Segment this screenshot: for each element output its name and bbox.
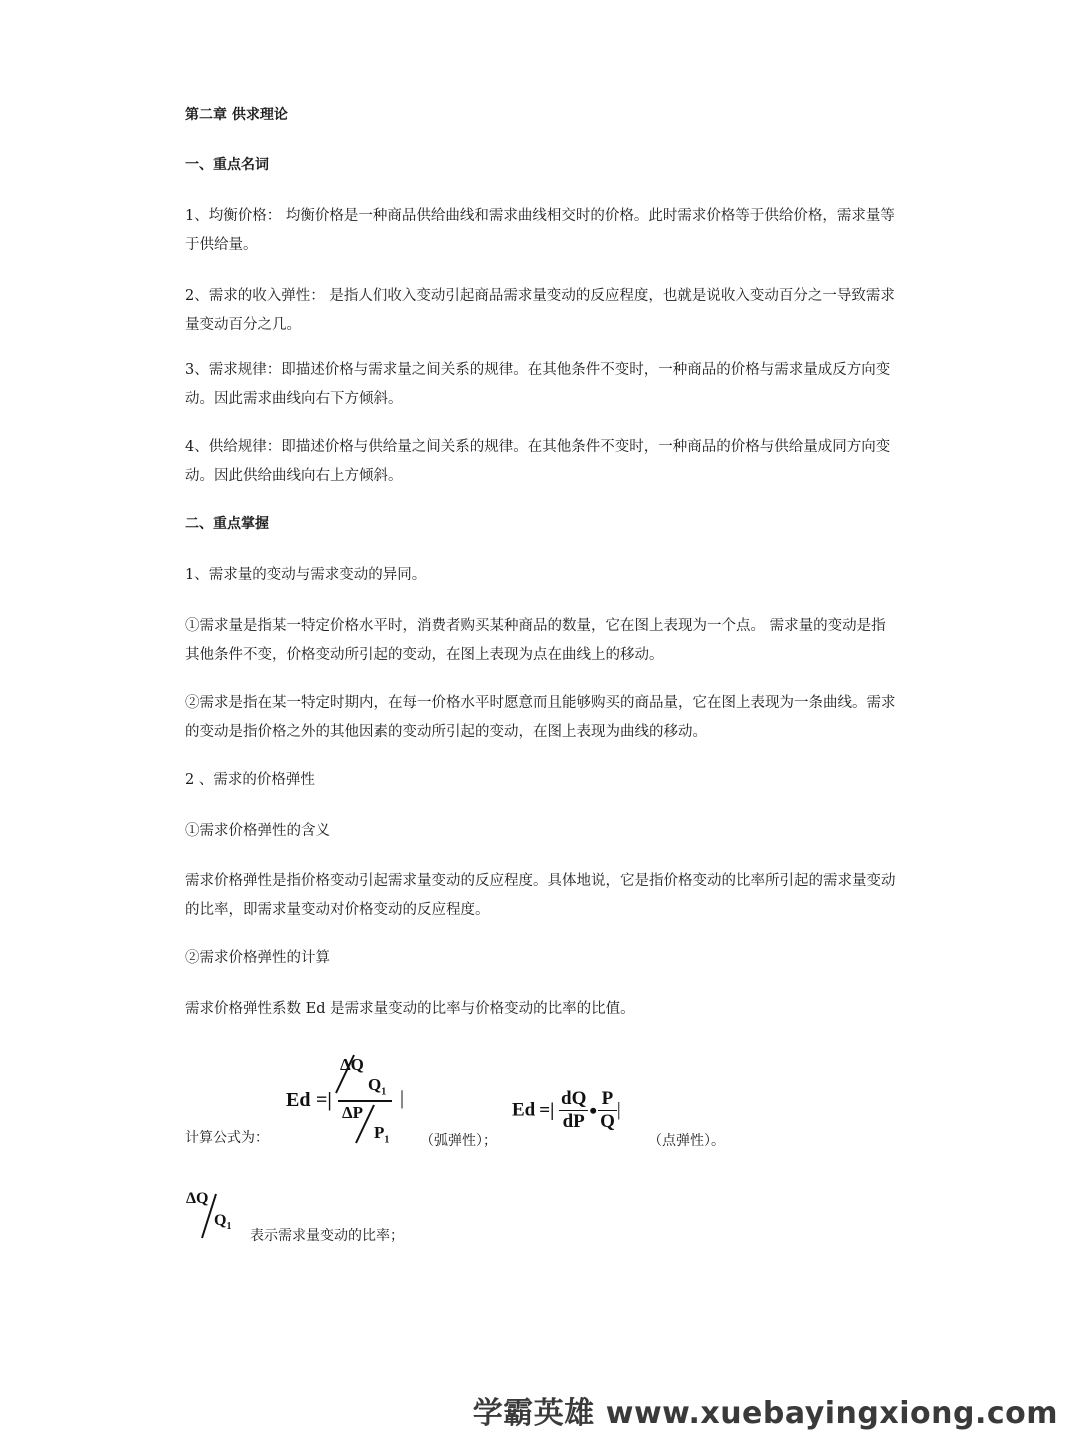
section-heading-key-terms: 一、重点名词 — [185, 157, 269, 173]
q-subscript: 1 — [381, 1086, 387, 1098]
term-equilibrium-price: 1、均衡价格： 均衡价格是一种商品供给曲线和需求曲线相交时的价格。此时需求价格等于供给价格，需求量等于供给量。 — [185, 208, 895, 253]
point-2-title: 2 、需求的价格弹性 — [185, 772, 315, 788]
q-letter: Q — [368, 1075, 382, 1094]
chapter-title: 第二章 供求理论 — [185, 107, 288, 123]
formula-abs-close: | — [400, 1087, 405, 1109]
arc-elasticity-formula — [286, 1053, 416, 1145]
numerator-q1 — [368, 1075, 386, 1097]
denominator-dp: dP — [562, 1111, 585, 1132]
denominator-p1 — [374, 1123, 389, 1145]
p-subscript: 1 — [384, 1134, 390, 1146]
formula-equals-abs: =| — [316, 1089, 332, 1111]
point-1-paragraph-1: ①需求量是指某一特定价格水平时，消费者购买某种商品的数量，它在图上表现为一个点。 需求量的变动是指其他条件不变，价格变动所引起的变动，在图上表现为点在曲线上的移动。 — [185, 618, 886, 663]
point-1-title: 1、需求量的变动与需求变动的异同。 — [185, 567, 427, 583]
point-elasticity-label: （点弹性）。 — [648, 1133, 725, 1149]
term-law-of-demand: 3、需求规律：即描述价格与需求量之间关系的规律。在其他条件不变时，一种商品的价格与需求量成反方向变动。因此需求曲线向右下方倾斜。 — [185, 362, 891, 407]
point-2-subheading-1: ①需求价格弹性的含义 — [185, 823, 330, 839]
arc-elasticity-label: （弧弹性）； — [420, 1133, 497, 1149]
watermark: 学霸英雄 www.xuebayingxiong.com — [472, 1396, 1058, 1431]
numerator-delta-q: ΔQ — [340, 1055, 364, 1074]
term-income-elasticity: 2、需求的收入弹性： 是指人们收入变动引起商品需求量变动的反应程度，也就是说收入变动百分之一导致需求量变动百分之几。 — [185, 288, 895, 333]
denominator-delta-p: ΔP — [342, 1103, 364, 1122]
numerator-dq: dQ — [561, 1088, 587, 1109]
denominator-q: Q — [600, 1111, 615, 1132]
point-formula-abs-close: | — [616, 1099, 621, 1121]
point-2-paragraph-1: 需求价格弹性是指价格变动引起需求量变动的反应程度。具体地说，它是指价格变动的比率所引起的需求量变动的比率，即需求量变动对价格变动的反应程度。 — [185, 873, 896, 918]
ratio-q1 — [214, 1212, 231, 1232]
point-formula-equals: =| — [539, 1099, 555, 1121]
ratio-description: 表示需求量变动的比率； — [250, 1228, 404, 1244]
section-heading-key-points: 二、重点掌握 — [185, 516, 269, 532]
fraction-dq-dp — [559, 1088, 588, 1133]
p-letter: P — [374, 1123, 385, 1142]
ratio-q-subscript: 1 — [226, 1221, 232, 1233]
formula-label: 计算公式为： — [185, 1130, 269, 1146]
point-2-subheading-2: ②需求价格弹性的计算 — [185, 950, 330, 966]
ratio-symbol — [186, 1188, 248, 1244]
formula-ed: Ed — [286, 1089, 311, 1111]
fraction-p-q — [598, 1088, 617, 1133]
numerator-p: P — [598, 1088, 617, 1111]
ratio-q-letter: Q — [214, 1212, 227, 1229]
point-1-paragraph-2: ②需求是指在某一特定时期内，在每一价格水平时愿意而且能够购买的商品量，它在图上表现为一条曲线。需求的变动是指价格之外的其他因素的变动所引起的变动，在图上表现为曲线的移动。 — [185, 695, 896, 740]
point-2-paragraph-2: 需求价格弹性系数 Ed 是需求量变动的比率与价格变动的比率的比值。 — [185, 1001, 635, 1017]
multiply-dot: • — [589, 1097, 598, 1123]
ratio-delta-q: ΔQ — [186, 1190, 209, 1207]
term-law-of-supply: 4、供给规律：即描述价格与供给量之间关系的规律。在其他条件不变时，一种商品的价格与供给量成同方向变动。因此供给曲线向右上方倾斜。 — [185, 439, 891, 484]
point-formula-ed: Ed — [512, 1099, 536, 1121]
point-elasticity-formula — [512, 1088, 621, 1133]
